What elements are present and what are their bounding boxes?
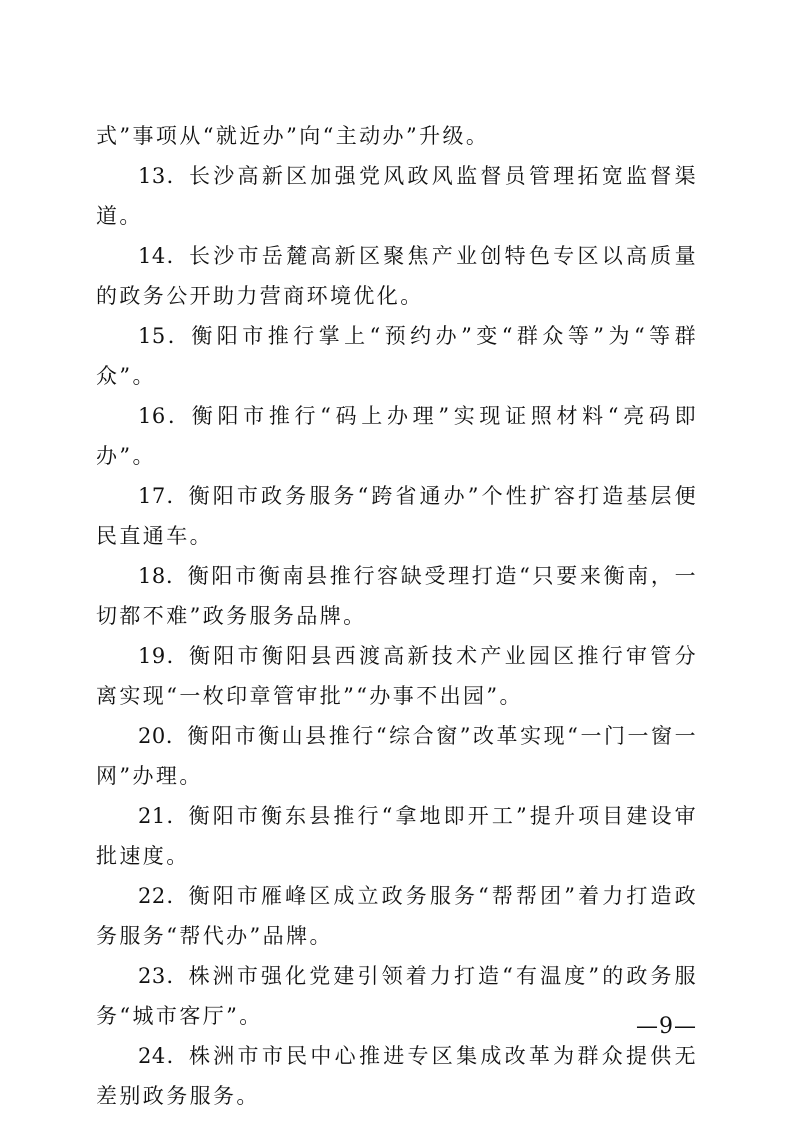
item-text: 衡阳市衡南县推行容缺受理打造“只要来衡南，一切都不难”政务服务品牌。 — [96, 564, 698, 628]
list-item — [96, 956, 698, 1036]
item-text: 长沙市岳麓高新区聚焦产业创特色专区以高质量的政务公开助力营商环境优化。 — [96, 244, 698, 308]
list-item — [96, 796, 698, 876]
item-text: 衡阳市推行“码上办理”实现证照材料“亮码即办”。 — [96, 404, 698, 468]
item-number: 17． — [138, 484, 189, 508]
item-number: 18． — [138, 564, 188, 588]
list-item — [96, 1036, 698, 1116]
item-text: 株洲市市民中心推进专区集成改革为群众提供无差别政务服务。 — [96, 1044, 698, 1108]
item-text: 衡阳市政务服务“跨省通办”个性扩容打造基层便民直通车。 — [96, 484, 698, 548]
document-body — [96, 116, 698, 1116]
item-text: 衡阳市衡山县推行“综合窗”改革实现“一门一窗一网”办理。 — [96, 724, 699, 788]
item-number: 24． — [138, 1044, 189, 1068]
continuation-paragraph — [96, 116, 698, 156]
list-item — [96, 316, 698, 396]
item-number: 14． — [138, 244, 189, 268]
item-number: 20． — [138, 724, 188, 748]
item-number: 21． — [138, 804, 189, 828]
item-text: 衡阳市衡东县推行“拿地即开工”提升项目建设审批速度。 — [96, 804, 698, 868]
continuation-text: 式”事项从“就近办”向“主动办”升级。 — [96, 124, 490, 148]
item-number: 13． — [138, 164, 189, 188]
item-text: 衡阳市推行掌上“预约办”变“群众等”为“等群众”。 — [96, 324, 698, 388]
page-number: —9— — [636, 1014, 697, 1039]
item-text: 株洲市强化党建引领着力打造“有温度”的政务服务“城市客厅”。 — [96, 964, 698, 1028]
item-number: 19． — [138, 644, 189, 668]
list-item — [96, 876, 698, 956]
list-item — [96, 476, 698, 556]
list-item — [96, 156, 698, 236]
item-text: 长沙高新区加强党风政风监督员管理拓宽监督渠道。 — [96, 164, 698, 228]
item-number: 23． — [138, 964, 189, 988]
item-number: 15． — [138, 324, 192, 348]
item-number: 16． — [138, 404, 192, 428]
list-item — [96, 396, 698, 476]
list-item — [96, 716, 698, 796]
item-text: 衡阳市雁峰区成立政务服务“帮帮团”着力打造政务服务“帮代办”品牌。 — [96, 884, 698, 948]
item-number: 22． — [138, 884, 189, 908]
item-text: 衡阳市衡阳县西渡高新技术产业园区推行审管分离实现“一枚印章管审批”“办事不出园”。 — [96, 644, 698, 708]
list-item — [96, 556, 698, 636]
list-item — [96, 636, 698, 716]
list-item — [96, 236, 698, 316]
